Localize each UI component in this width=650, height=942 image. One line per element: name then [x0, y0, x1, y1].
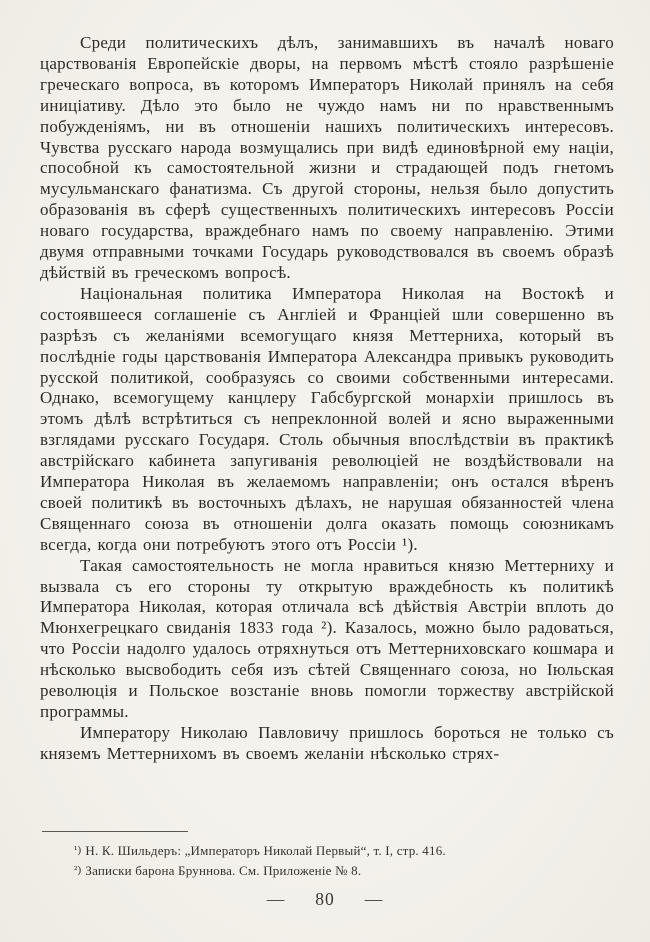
page-number-right-dash: —	[364, 889, 384, 909]
paragraph-3: Такая самостоятельность не могла нравиться князю Меттерниху и вызвала съ его стороны ту открытую враждебность къ политикѣ Императора Николая, которая отличала всѣ дѣйствія Австріи вплоть до Мюнхегрецкаго свиданія 1833 года ²). Казалось, можно было радоваться, что Россіи надолго удалось отряхнуться отъ Меттерниховскаго кошмара и нѣсколько высвободить себя изъ сѣтей Священнаго союза, но Іюльская революція и Польское возстаніе вновь помогли торжеству австрійской программы.	[40, 555, 614, 721]
footnote-1-marker: ¹)	[74, 844, 82, 856]
paragraph-1: Среди политическихъ дѣлъ, занимавшихъ въ началѣ новаго царствованія Европейскіе дворы, на первомъ мѣстѣ стояло разрѣшеніе греческаго вопроса, въ которомъ Императоръ Николай принялъ на себя иниціативу. Дѣло это было не чуждо намъ ни по нравственнымъ побужденіямъ, ни въ отношеніи нашихъ политическихъ интересовъ. Чувства русскаго народа возмущались при видѣ единовѣрной ему націи, способной къ самостоятельной жизни и страдающей подъ гнетомъ мусульманскаго фанатизма. Съ другой стороны, нельзя было допустить образованія въ сферѣ существенныхъ политическихъ интересовъ Россіи новаго государства, враждебнаго намъ по своему направленію. Этими двумя отправными точками Государь руководствовался въ своемъ образѣ дѣйствій въ греческомъ вопросѣ.	[40, 33, 614, 282]
footnote-divider	[42, 831, 188, 832]
footnotes-section	[74, 841, 614, 880]
footnote-2-text: Записки барона Бруннова. См. Приложеніе № 8.	[85, 862, 362, 878]
page-number-value: 80	[315, 889, 335, 909]
footnote-1-text: Н. К. Шильдеръ: „Императоръ Николай Первый“, т. I, стр. 416.	[85, 843, 446, 858]
main-text	[40, 33, 614, 765]
page-number-left-dash: —	[266, 889, 286, 909]
page-number	[0, 889, 650, 910]
footnote-2-marker: ²)	[74, 863, 82, 876]
footnote-2	[74, 861, 614, 881]
footnote-1	[74, 841, 614, 861]
paragraph-4: Императору Николаю Павловичу пришлось бороться не только съ княземъ Меттернихомъ въ своемъ желаніи нѣсколько стрях-	[40, 722, 614, 763]
paragraph-2: Національная политика Императора Николая на Востокѣ и состоявшееся соглашеніе съ Англіей и Франціей шли совершенно въ разрѣзъ съ желаніями всемогущаго князя Меттерниха, который въ послѣдніе годы царствованія Императора Александра привыкъ руководить русской политикой, сообразуясь со своими собственными интересами. Однако, всемогущему канцлеру Габсбургской монархіи пришлось въ этомъ дѣлѣ встрѣтиться съ непреклонной волей и ясно выраженными взглядами русскаго Государя. Столь обычныя впослѣдствіи въ практикѣ австрійскаго кабинета запугиванія революціей не воздѣйствовали на Императора Николая въ желаемомъ направленіи; онъ остался вѣренъ своей политикѣ въ восточныхъ дѣлахъ, не нарушая обязанностей члена Священнаго союза въ отношеніи долга оказать помощь союзникамъ всегда, когда они потребуютъ этого отъ Россіи ¹).	[40, 283, 614, 554]
